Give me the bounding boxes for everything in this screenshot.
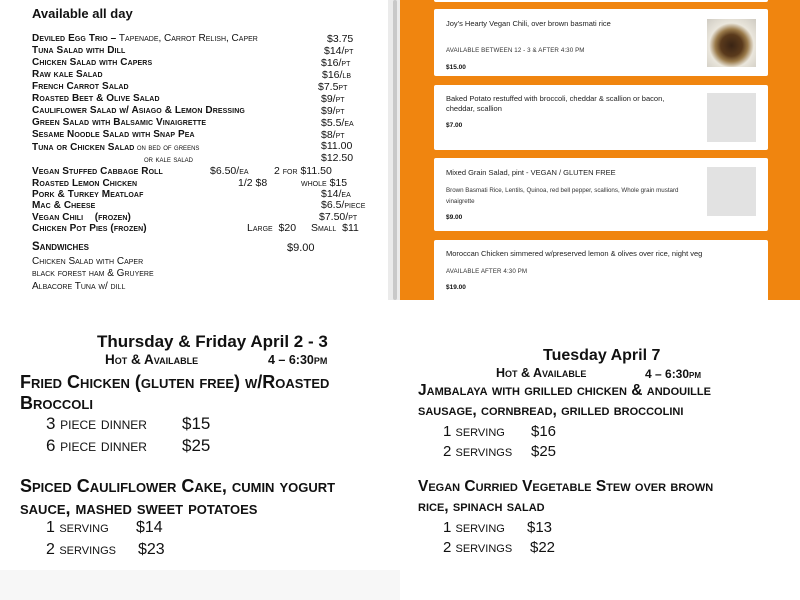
product-price: $7.00 bbox=[446, 122, 463, 129]
sandwiches-price: $9.00 bbox=[287, 242, 315, 254]
scrollbar[interactable] bbox=[393, 0, 397, 300]
time-label: 4 – 6:30pm bbox=[268, 353, 328, 367]
dish-title: sausage, cornbread, grilled broccolini bbox=[418, 402, 684, 419]
cabbage-price-each: $6.50/ea bbox=[210, 165, 249, 177]
menu-item-price: $11.00 bbox=[321, 140, 353, 152]
serving-price: $25 bbox=[182, 436, 211, 455]
menu-item: Cauliflower Salad w/ Asiago & Lemon Dressing bbox=[32, 105, 245, 116]
product-price: $19.00 bbox=[446, 284, 466, 291]
serving-option: 6 piece dinner bbox=[46, 436, 147, 455]
mac-price: $6.5/piece bbox=[321, 199, 366, 211]
menu-item-price: $14/pt bbox=[324, 45, 354, 57]
menu-item: Vegan Stuffed Cabbage Roll bbox=[32, 166, 163, 177]
menu-item-price: $5.5/ea bbox=[321, 117, 354, 129]
dish-title: Spiced Cauliflower Cake, cumin yogurt bbox=[20, 476, 336, 496]
serving-price: $22 bbox=[530, 539, 556, 556]
serving-option: 2 servings bbox=[443, 443, 513, 460]
menu-item: Tuna or Chicken Salad on bed of greens bbox=[32, 142, 200, 153]
product-card-partial[interactable] bbox=[434, 0, 768, 2]
sandwich-item: Chicken Salad with Caper bbox=[32, 256, 144, 267]
product-price: $9.00 bbox=[446, 214, 463, 221]
serving-option: 2 servings bbox=[443, 539, 513, 556]
product-title[interactable]: Joy's Hearty Vegan Chili, over brown basmati rice bbox=[446, 19, 611, 28]
serving-option: 3 piece dinner bbox=[46, 414, 147, 433]
menu-item: Chicken Pot Pies (frozen) bbox=[32, 223, 147, 234]
serving-price: $13 bbox=[527, 519, 553, 536]
serving-option: 1 serving bbox=[443, 423, 505, 440]
serving-option: 1 serving bbox=[46, 519, 109, 536]
menu-item: Pork & Turkey Meatloaf bbox=[32, 189, 144, 200]
menu-item-price: $16/lb bbox=[322, 69, 351, 81]
product-card[interactable] bbox=[434, 240, 768, 300]
product-title[interactable]: Mixed Grain Salad, pint - VEGAN / GLUTEN FREE bbox=[446, 168, 616, 177]
product-image[interactable] bbox=[707, 19, 756, 67]
product-availability: AVAILABLE BETWEEN 12 - 3 & AFTER 4:30 PM bbox=[446, 47, 585, 54]
product-image-placeholder[interactable] bbox=[707, 93, 756, 142]
menu-item-price: $16/pt bbox=[321, 57, 351, 69]
hot-available-label: Hot & Available bbox=[496, 366, 587, 380]
serving-price: $14 bbox=[136, 519, 163, 536]
menu-item: Green Salad with Balsamic Vinaigrette bbox=[32, 117, 207, 128]
menu-heading: Available all day bbox=[32, 6, 133, 21]
serving-price: $15 bbox=[182, 414, 211, 433]
menu-item-price: $9/pt bbox=[321, 105, 345, 117]
menu-item: Chicken Salad with Capers bbox=[32, 57, 153, 68]
time-label: 4 – 6:30pm bbox=[645, 367, 702, 381]
product-card[interactable] bbox=[434, 85, 768, 150]
dish-title: Vegan Curried Vegetable Stew over brown bbox=[418, 478, 714, 495]
dish-title: Broccoli bbox=[20, 393, 93, 413]
meatloaf-price: $14/ea bbox=[321, 188, 351, 200]
product-description: Brown Basmati Rice, Lentils, Quinoa, red bell pepper, scallions, Whole grain mustard vinaigrette bbox=[446, 187, 679, 205]
hot-available-label: Hot & Available bbox=[105, 352, 199, 367]
bottom-strip bbox=[0, 570, 400, 600]
menu-item: Mac & Cheese bbox=[32, 200, 96, 211]
dish-title: rice, spinach salad bbox=[418, 498, 545, 515]
dish-title: Fried Chicken (gluten free) w/Roasted bbox=[20, 372, 330, 392]
kale-option: or kale salad bbox=[144, 154, 194, 164]
potpie-small-price: Small $11 bbox=[311, 222, 359, 234]
sandwiches-heading: Sandwiches bbox=[32, 241, 90, 253]
dish-title: sauce, mashed sweet potatoes bbox=[20, 498, 258, 518]
menu-item: French Carrot Salad bbox=[32, 81, 129, 92]
product-list-panel bbox=[400, 0, 800, 300]
serving-price: $23 bbox=[138, 541, 165, 558]
date-heading: Tuesday April 7 bbox=[543, 347, 661, 364]
product-title[interactable]: Moroccan Chicken simmered w/preserved lemon & olives over rice, night veg bbox=[446, 249, 703, 258]
menu-item-price: $8/pt bbox=[321, 129, 345, 141]
product-card[interactable] bbox=[434, 9, 768, 76]
dish-title: Jambalaya with grilled chicken & andouille bbox=[418, 382, 711, 399]
menu-item-price: $3.75 bbox=[327, 33, 354, 45]
product-image-placeholder[interactable] bbox=[707, 167, 756, 216]
thursday-friday-menu bbox=[0, 300, 400, 570]
chicken-whole-price: whole $15 bbox=[301, 177, 348, 189]
product-availability: AVAILABLE AFTER 4:30 PM bbox=[446, 268, 528, 275]
menu-item: Raw kale Salad bbox=[32, 69, 103, 80]
sandwich-item: Albacore Tuna w/ dill bbox=[32, 281, 126, 292]
product-title[interactable]: Baked Potato restuffed with broccoli, cheddar & scallion or bacon, cheddar, scallion bbox=[446, 94, 665, 113]
serving-price: $16 bbox=[531, 423, 557, 440]
menu-panel bbox=[0, 0, 400, 300]
menu-item: Sesame Noodle Salad with Snap Pea bbox=[32, 129, 195, 140]
menu-item-price: $7.5pt bbox=[318, 81, 348, 93]
chili-price: $7.50/pt bbox=[319, 211, 358, 223]
serving-price: $25 bbox=[531, 443, 557, 460]
menu-item: Roasted Beet & Olive Salad bbox=[32, 93, 160, 104]
product-card[interactable] bbox=[434, 158, 768, 231]
menu-item-price: $9/pt bbox=[321, 93, 345, 105]
kale-price: $12.50 bbox=[321, 152, 354, 164]
menu-item: Tuna Salad with Dill bbox=[32, 45, 126, 56]
date-heading: Thursday & Friday April 2 - 3 bbox=[97, 332, 328, 351]
sandwich-item: black forest ham & Gruyere bbox=[32, 268, 154, 279]
product-price: $15.00 bbox=[446, 64, 466, 71]
serving-option: 1 serving bbox=[443, 519, 505, 536]
menu-item: Vegan Chili (frozen) bbox=[32, 212, 131, 223]
menu-item: Roasted Lemon Chicken bbox=[32, 178, 138, 189]
chicken-half-price: 1/2 $8 bbox=[238, 177, 268, 189]
menu-item: Deviled Egg Trio – Tapenade, Carrot Relish, Caper bbox=[32, 33, 258, 44]
menu-sheet bbox=[0, 0, 388, 300]
potpie-large-price: Large $20 bbox=[247, 222, 297, 234]
cabbage-price-two: 2 for $11.50 bbox=[274, 165, 332, 177]
serving-option: 2 servings bbox=[46, 541, 116, 558]
tuesday-menu bbox=[400, 300, 800, 600]
